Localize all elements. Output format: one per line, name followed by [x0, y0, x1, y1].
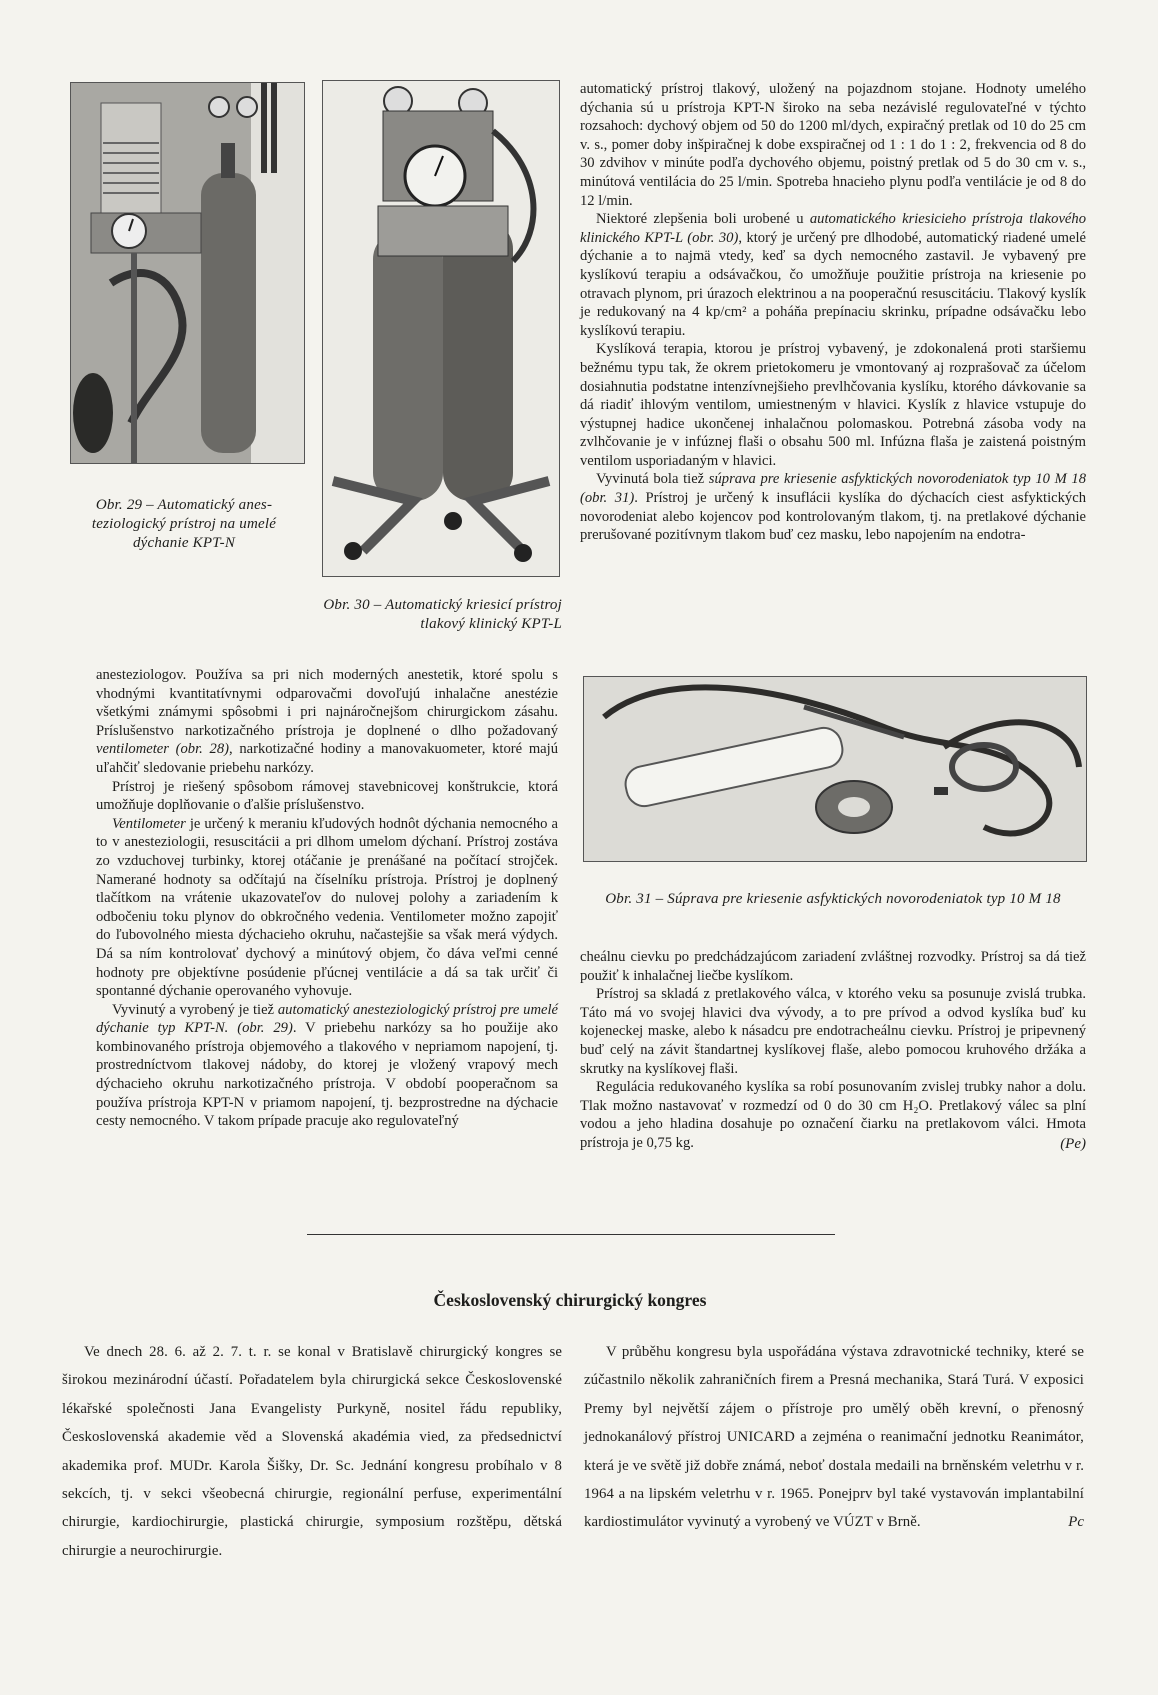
paragraph: Kyslíková terapia, ktorou je prístroj vybavený, je zdokonalená proti staršiemu bežnému typu tak, že okrem prietokomeru je vmontovaný aj rozprašovač za účelom dosiahnutia podstatne intenzívnejšieho prevlhčovania kyslíku, ktorého dávkovanie sa dá riadiť ihlovým ventilom, umiestneným v hlavici. Kyslík z hlavice vstupuje do výstupnej hadice ukončenej inhalačnou polomaskou. Potrebná zásoba vody na zvlhčovanie je v infúznej flaši o obsahu 500 ml. Infúzna flaša je zaistená poistným ventilom usporiadaným v hlavici.: [580, 341, 1086, 469]
figure-31-photo: [583, 676, 1087, 862]
resuscitator-illustration: [323, 81, 559, 576]
congress-column-right: [584, 1338, 1084, 1537]
paragraph: Niektoré zlepšenia boli urobené u automatického kriesicieho prístroja tlakového klinického KPT-L (obr. 30), ktorý je určený pre dlhodobé, automatický riadené umelé dýchanie a to najmä vtedy, keď sa dych nemocného zastavil. Je vybavený pre kyslíkovú terapiu a odsávačkou, čo umožňuje použitie prístroja na kriesenie po otravach plynom, pri úrazoch elektrinou a na pooperačnú resuscitáciu. Tlakový kyslík je redukovaný na 4 kp/cm² a poháňa prepínaciu skrinku, prípadne odsávačku lebo kyslíkovú terapiu.: [580, 211, 1087, 339]
paragraph: V průběhu kongresu byla uspořádána výstava zdravotnické techniky, které se zúčastnilo několik zahraničních firem a Presná mechanika, Stará Turá. V exposici Premy byl největší zájem o přístroje pro umělý oběh krevní, o přenosný jednokanálový přístroj UNICARD a zejména o reanimační jednotku Reanimátor, která je ve světě již dobře známá, neboť dostala medaili na brněnském veletrhu v r. 1964 a na lipském veletrhu v r. 1965. Ponejprv byl také vystavován implantabilní kardiostimulátor vyvinutý a vyrobený ve VÚZT v Brně. Pc: [584, 1338, 1084, 1537]
section-heading: Československý chirurgický kongres: [433, 1290, 707, 1310]
figure-29-caption: Obr. 29 – Automatický anes-teziologický prístroj na umelé dýchanie KPT-N: [91, 497, 277, 551]
author-signature: Pc: [1068, 1514, 1084, 1531]
infant-resuscitation-set-illustration: [584, 677, 1086, 861]
article-column-left: [96, 666, 558, 1131]
author-signature: (Pe): [1060, 1135, 1086, 1152]
figure-30-photo: [322, 80, 560, 577]
paragraph: automatický prístroj tlakový, uložený na pojazdnom stojane. Hodnoty umelého dýchania sú u prístroja KPT-N široko na seba nezávislé regulovateľné v týchto rozsahoch: dychový objem od 50 do 1200 ml/dych, expiračný pretlak od 10 do 25 cm v. s., pomer doby inšpiračnej k dobe exspiračnej od 1 : 1 do 1 : 2, frekvencia od 8 do 30 zdvihov v minúte podľa dychového objemu, poistný pretlak od 5 do 30 cm v. s., minútová ventilácia do 25 l/min. Spotreba hnacieho plynu podľa ventilácie je od 8 do 12 l/min.: [580, 81, 1086, 209]
paragraph: Prístroj je riešený spôsobom rámovej stavebnicovej konštrukcie, ktorá umožňuje doplňovanie o ďalšie príslušenstvo.: [96, 778, 558, 814]
figure-31-caption: Obr. 31 – Súprava pre kriesenie asfyktických novorodeniatok typ 10 M 18: [605, 891, 1061, 907]
anesthesia-apparatus-illustration: [71, 83, 304, 463]
congress-column-left: [62, 1338, 562, 1565]
paragraph: cheálnu cievku po predchádzajúcom zariadení zvláštnej rozvodky. Prístroj sa dá tiež použiť k inhalačnej liečbe kyslíkom.: [580, 949, 1086, 984]
paragraph: Regulácia redukovaného kyslíka sa robí posunovaním zvislej trubky nahor a dolu. Tlak možno nastavovať v rozmedzí od 0 do 30 cm H₂O. Pretlakový válec sa plní vodou a jeho hladina dosahuje po označení čiarku na pretlakovom válci. Hmota prístroja je 0,75 kg.: [580, 1079, 1086, 1151]
paragraph: Prístroj sa skladá z pretlakového válca, v ktorého veku sa posunuje zvislá trubka. Táto má vo svojej hlavici dva vývody, a to pre prívod a odvod kyslíka buď ku kojeneckej maske, alebo k násadcu pre endotracheálnu cievku. Prístroj je pripevnený buď celý na závit štandartnej kyslíkovej flaše, alebo pomocou kruhového držáka a skrutky na kyslíkovej flaši.: [580, 986, 1086, 1077]
paragraph: Ve dnech 28. 6. až 2. 7. t. r. se konal v Bratislavě chirurgický kongres se širokou mezinárodní účastí. Pořadatelem byla chirurgická sekce Československé lékařské společnosti Jana Evangelisty Purkyně, nositel řádu republiky, Československá akademie věd a Slovenská akadémia vied, za předsednictví akademika prof. MUDr. Karola Šišky, Dr. Sc. Jednání kongresu probíhalo v 8 sekcích, tj. v sekci všeobecná chirurgie, regionální perfuse, experimentální chirurgie, kardiochirurgie, plastická chirurgie, symposium rozštěpu, dětská chirurgie a neurochirurgie.: [62, 1344, 562, 1559]
article-column-right-bottom: [580, 948, 1086, 1153]
figure-30-caption: Obr. 30 – Automatický kriesicí prístroj tlakový klinický KPT-L: [323, 597, 562, 632]
figure-29-photo: [70, 82, 305, 464]
article-column-right-top: [580, 80, 1086, 545]
paragraph: anesteziologov. Používa sa pri nich moderných anestetik, ktoré spolu s vhodnými kvantitatívnymi odparovačmi dovoľujú inhalačne anestézie všetkými známymi spôsobmi i pri najnáročnejšom chirurgickom zásahu. Príslušenstvo narkotizačného prístroja je doplnené o dlho požadovaný ventilometer (obr. 28), narkotizačné hodiny a manovakuometer, ktoré majú uľahčiť sledovanie priebehu narkózy.: [96, 667, 558, 776]
paragraph: Vyvinutá bola tiež súprava pre kriesenie asfyktických novorodeniatok typ 10 M 18 (obr. 31). Prístroj je určený k insuflácii kyslíka do dýchacích ciest asfyktických novorodeniat alebo kojencov pod kontrolovaným tlakom, tj. na pretlakové dýchanie prerušované pozitívnym tlakom buď cez masku, lebo napojením na endotra-: [580, 471, 1086, 544]
paragraph: Vyvinutý a vyrobený je tiež automatický anesteziologický prístroj pre umelé dýchanie typ KPT-N. (obr. 29). V priebehu narkózy sa ho použije ako kombinovaného prístroja objemového a tlakového v nepriamom napojení, tj. prostredníctvom tlakovej nádoby, do ktorej je vložený vrapový mech dýchacieho okruhu narkotizačného prístroja. V období pooperačnom sa používa prístroja KPT-N v priamom napojení, tj. bezprostredne na dýchacie cesty nemocného. V takom prípade pracuje ako regulovateľný: [96, 1001, 558, 1130]
section-divider: [307, 1234, 835, 1235]
paragraph: Ventilometer je určený k meraniu kľudových hodnôt dýchania nemocného a to v anesteziologii, resuscitácii a pri dlhom umelom dýchaní. Prístroj zostáva zo vzduchovej turbinky, ktorej otáčanie je prenášané na počítací strojček. Namerané hodnoty sa odčítajú na číselníku prístroja. Prístroj je doplnený tlačítkom na vrátenie ukazovateľov do nulovej polohy a zariadením k odbočeniu toku plynov do obkročného vedenia. Ventilometer možno zapojiť do ľubovolného miesta dýchacieho okruhu, načastejšie sa však merá výdych. Dá sa ním kontrolovať dychový a minútový objem, čo dáva veľmi cenné hodnoty pre objektívne posúdenie pľúcnej ventilácie a dá sa tak určiť či spontanné dýchanie operovaného vyhovuje.: [96, 815, 558, 1000]
